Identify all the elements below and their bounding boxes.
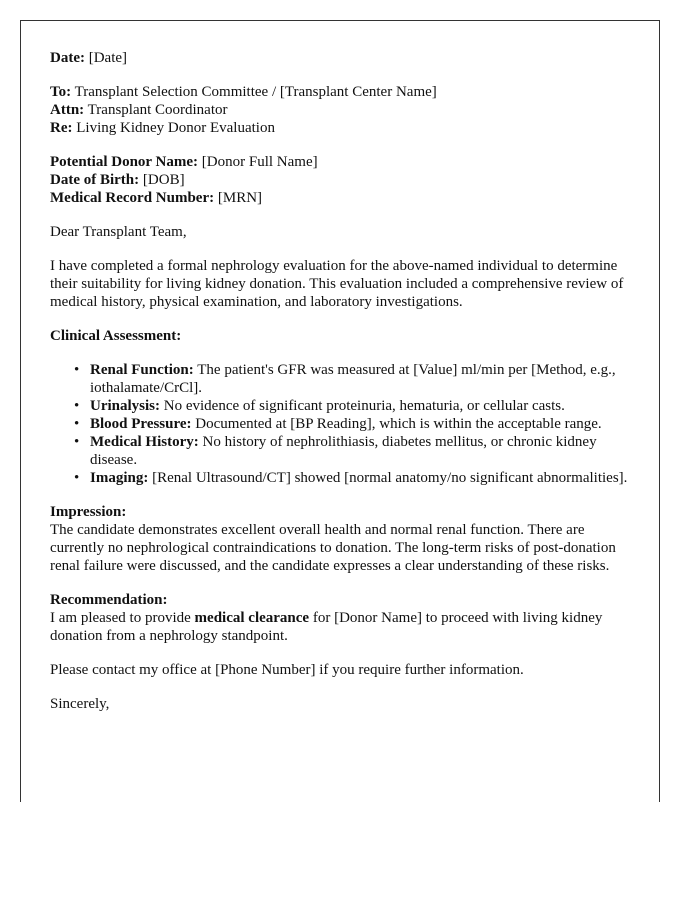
item-text: No evidence of significant proteinuria, hematuria, or cellular casts.: [160, 398, 565, 414]
attn-line: [50, 101, 640, 119]
item-text: No history of nephrolithiasis, diabetes mellitus, or chronic kidney disease.: [90, 434, 597, 468]
recipient-block: [50, 83, 640, 137]
donor-name-line: [50, 153, 640, 171]
list-item: [74, 433, 640, 469]
donor-name-label: Potential Donor Name:: [50, 154, 199, 170]
list-item: [74, 415, 640, 433]
mrn-line: [50, 189, 640, 207]
list-item: [74, 361, 640, 397]
list-item: [74, 397, 640, 415]
item-label: Medical History:: [90, 434, 199, 450]
impression-section: [50, 503, 640, 575]
re-line: [50, 119, 640, 137]
recommendation-emphasis: medical clearance: [194, 610, 310, 626]
clinical-assessment-heading: Clinical Assessment:: [50, 328, 182, 344]
date-line: [50, 49, 640, 67]
recommendation-text-after: for [Donor Name] to proceed with living kidney donation from a nephrology standpoint.: [50, 610, 603, 644]
to-label: To:: [50, 84, 72, 100]
impression-heading: Impression:: [50, 504, 127, 520]
donor-name-value: [Donor Full Name]: [198, 154, 318, 170]
item-label: Renal Function:: [90, 362, 194, 378]
recommendation-text-before: I am pleased to provide: [50, 610, 195, 626]
bullet-icon: •: [74, 470, 80, 486]
item-label: Urinalysis:: [90, 398, 161, 414]
contact-paragraph: Please contact my office at [Phone Number] if you require further information.: [50, 662, 524, 678]
donor-info-block: [50, 153, 640, 207]
bullet-icon: •: [74, 434, 80, 450]
list-item: [74, 469, 640, 487]
item-text: Documented at [BP Reading], which is within the acceptable range.: [191, 416, 602, 432]
to-line: [50, 83, 640, 101]
bullet-icon: •: [74, 362, 80, 378]
letter-page: [20, 20, 660, 802]
re-value: Living Kidney Donor Evaluation: [72, 120, 275, 136]
item-label: Blood Pressure:: [90, 416, 192, 432]
item-label: Imaging:: [90, 470, 149, 486]
intro-paragraph: I have completed a formal nephrology evaluation for the above-named individual to determine their suitability for living kidney donation. This evaluation included a comprehensive review of medical history, physical examination, and laboratory investigations.: [50, 258, 624, 310]
date-value: [Date]: [84, 50, 128, 66]
mrn-label: Medical Record Number:: [50, 190, 215, 206]
item-text: The patient's GFR was measured at [Value] ml/min per [Method, e.g., iothalamate/CrCl].: [90, 362, 616, 396]
attn-value: Transplant Coordinator: [84, 102, 228, 118]
mrn-value: [MRN]: [214, 190, 263, 206]
recommendation-section: [50, 591, 640, 645]
letter-content: [50, 49, 640, 729]
salutation: Dear Transplant Team,: [50, 224, 187, 240]
dob-label: Date of Birth:: [50, 172, 140, 188]
date-label: Date:: [50, 50, 85, 66]
dob-line: [50, 171, 640, 189]
closing: Sincerely,: [50, 696, 110, 712]
item-text: [Renal Ultrasound/CT] showed [normal anatomy/no significant abnormalities].: [148, 470, 628, 486]
bullet-icon: •: [74, 398, 80, 414]
clinical-assessment-list: [50, 361, 640, 487]
attn-label: Attn:: [50, 102, 85, 118]
bullet-icon: •: [74, 416, 80, 432]
to-value: Transplant Selection Committee / [Transplant Center Name]: [71, 84, 437, 100]
dob-value: [DOB]: [139, 172, 185, 188]
impression-text: The candidate demonstrates excellent overall health and normal renal function. There are currently no nephrological contraindications to donation. The long-term risks of post-donation renal failure were discussed, and the candidate expresses a clear understanding of these risks.: [50, 522, 616, 574]
re-label: Re:: [50, 120, 73, 136]
recommendation-heading: Recommendation:: [50, 592, 168, 608]
